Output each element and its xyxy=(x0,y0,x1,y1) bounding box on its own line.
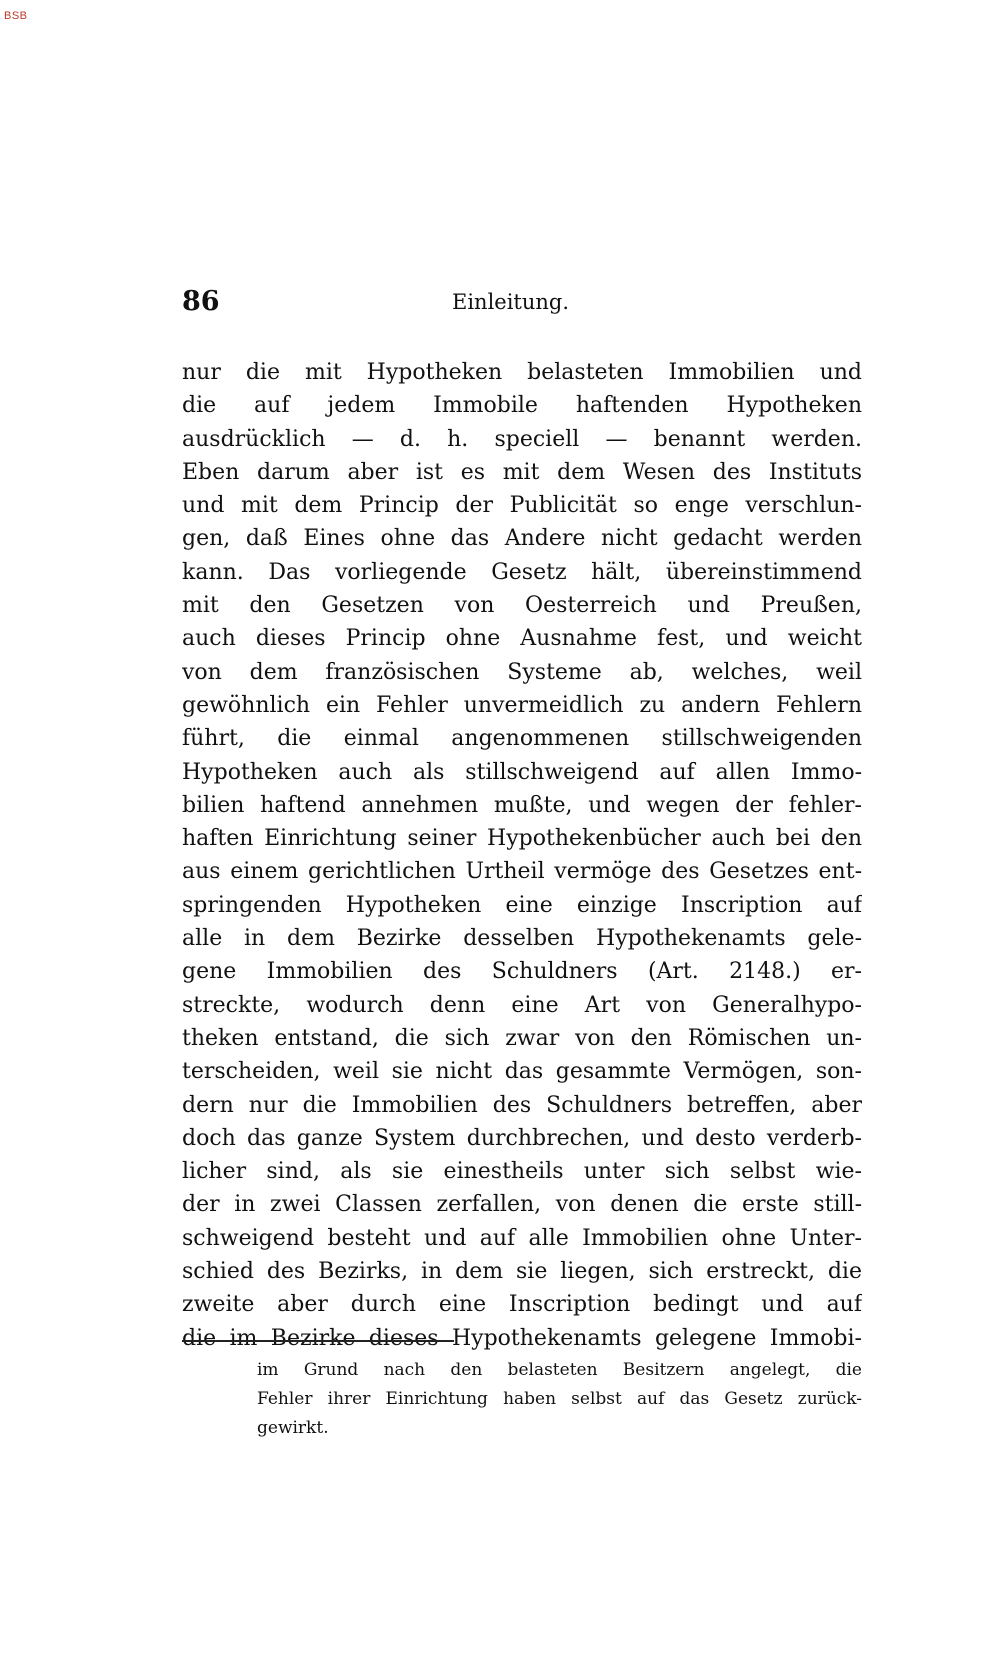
text-line: aus einem gerichtlichen Urtheil vermöge des Gesetzes ent- xyxy=(182,859,862,885)
footnote-line: im Grund nach den belasteten Besitzern angelegt, die xyxy=(257,1360,862,1380)
footnote-divider xyxy=(182,1340,454,1342)
text-line: haften Einrichtung seiner Hypothekenbücher auch bei den xyxy=(182,826,862,852)
text-line: Eben darum aber ist es mit dem Wesen des Instituts xyxy=(182,459,862,485)
text-line: streckte, wodurch denn eine Art von Generalhypo- xyxy=(182,992,862,1018)
text-line: die auf jedem Immobile haftenden Hypotheken xyxy=(182,393,862,419)
text-line: gewöhnlich ein Fehler unvermeidlich zu andern Fehlern xyxy=(182,692,862,718)
text-line: gene Immobilien des Schuldners (Art. 2148.) er- xyxy=(182,959,862,985)
text-line: schied des Bezirks, in dem sie liegen, sich erstreckt, die xyxy=(182,1259,862,1285)
text-line: zweite aber durch eine Inscription bedingt und auf xyxy=(182,1292,862,1318)
body-text xyxy=(182,356,862,1355)
page-number: 86 xyxy=(182,286,220,317)
library-watermark: BSB xyxy=(4,10,28,22)
text-line: alle in dem Bezirke desselben Hypothekenamts gele- xyxy=(182,926,862,952)
text-line: kann. Das vorliegende Gesetz hält, übereinstimmend xyxy=(182,559,862,585)
text-line: auch dieses Princip ohne Ausnahme fest, und weicht xyxy=(182,626,862,652)
text-line: dern nur die Immobilien des Schuldners betreffen, aber xyxy=(182,1092,862,1118)
text-line: nur die mit Hypotheken belasteten Immobilien und xyxy=(182,360,862,385)
text-line: mit den Gesetzen von Oesterreich und Preußen, xyxy=(182,593,862,619)
footnote-line: gewirkt. xyxy=(257,1418,329,1438)
text-line: licher sind, als sie einestheils unter sich selbst wie- xyxy=(182,1159,862,1185)
page-header xyxy=(182,286,574,326)
text-line: Hypotheken auch als stillschweigend auf allen Immo- xyxy=(182,759,862,785)
text-line: terscheiden, weil sie nicht das gesammte Vermögen, son- xyxy=(182,1059,862,1085)
text-line: der in zwei Classen zerfallen, von denen die erste still- xyxy=(182,1192,862,1218)
text-line: die im Bezirke dieses Hypothekenamts gelegene Immobi- xyxy=(182,1325,862,1351)
text-line: führt, die einmal angenommenen stillschweigenden xyxy=(182,726,862,752)
text-line: springenden Hypotheken eine einzige Inscription auf xyxy=(182,892,862,918)
text-line: und mit dem Princip der Publicität so enge verschlun- xyxy=(182,493,862,519)
text-line: theken entstand, die sich zwar von den Römischen un- xyxy=(182,1025,862,1051)
text-line: gen, daß Eines ohne das Andere nicht gedacht werden xyxy=(182,526,862,552)
footnote xyxy=(257,1356,862,1443)
running-title: Einleitung. xyxy=(452,290,570,314)
text-line: von dem französischen Systeme ab, welches, weil xyxy=(182,659,862,685)
text-line: ausdrücklich — d. h. speciell — benannt werden. xyxy=(182,426,862,452)
text-line: schweigend besteht und auf alle Immobilien ohne Unter- xyxy=(182,1225,862,1251)
text-line: bilien haftend annehmen mußte, und wegen der fehler- xyxy=(182,792,862,818)
footnote-line: Fehler ihrer Einrichtung haben selbst auf das Gesetz zurück- xyxy=(257,1389,862,1409)
text-line: doch das ganze System durchbrechen, und desto verderb- xyxy=(182,1125,862,1151)
